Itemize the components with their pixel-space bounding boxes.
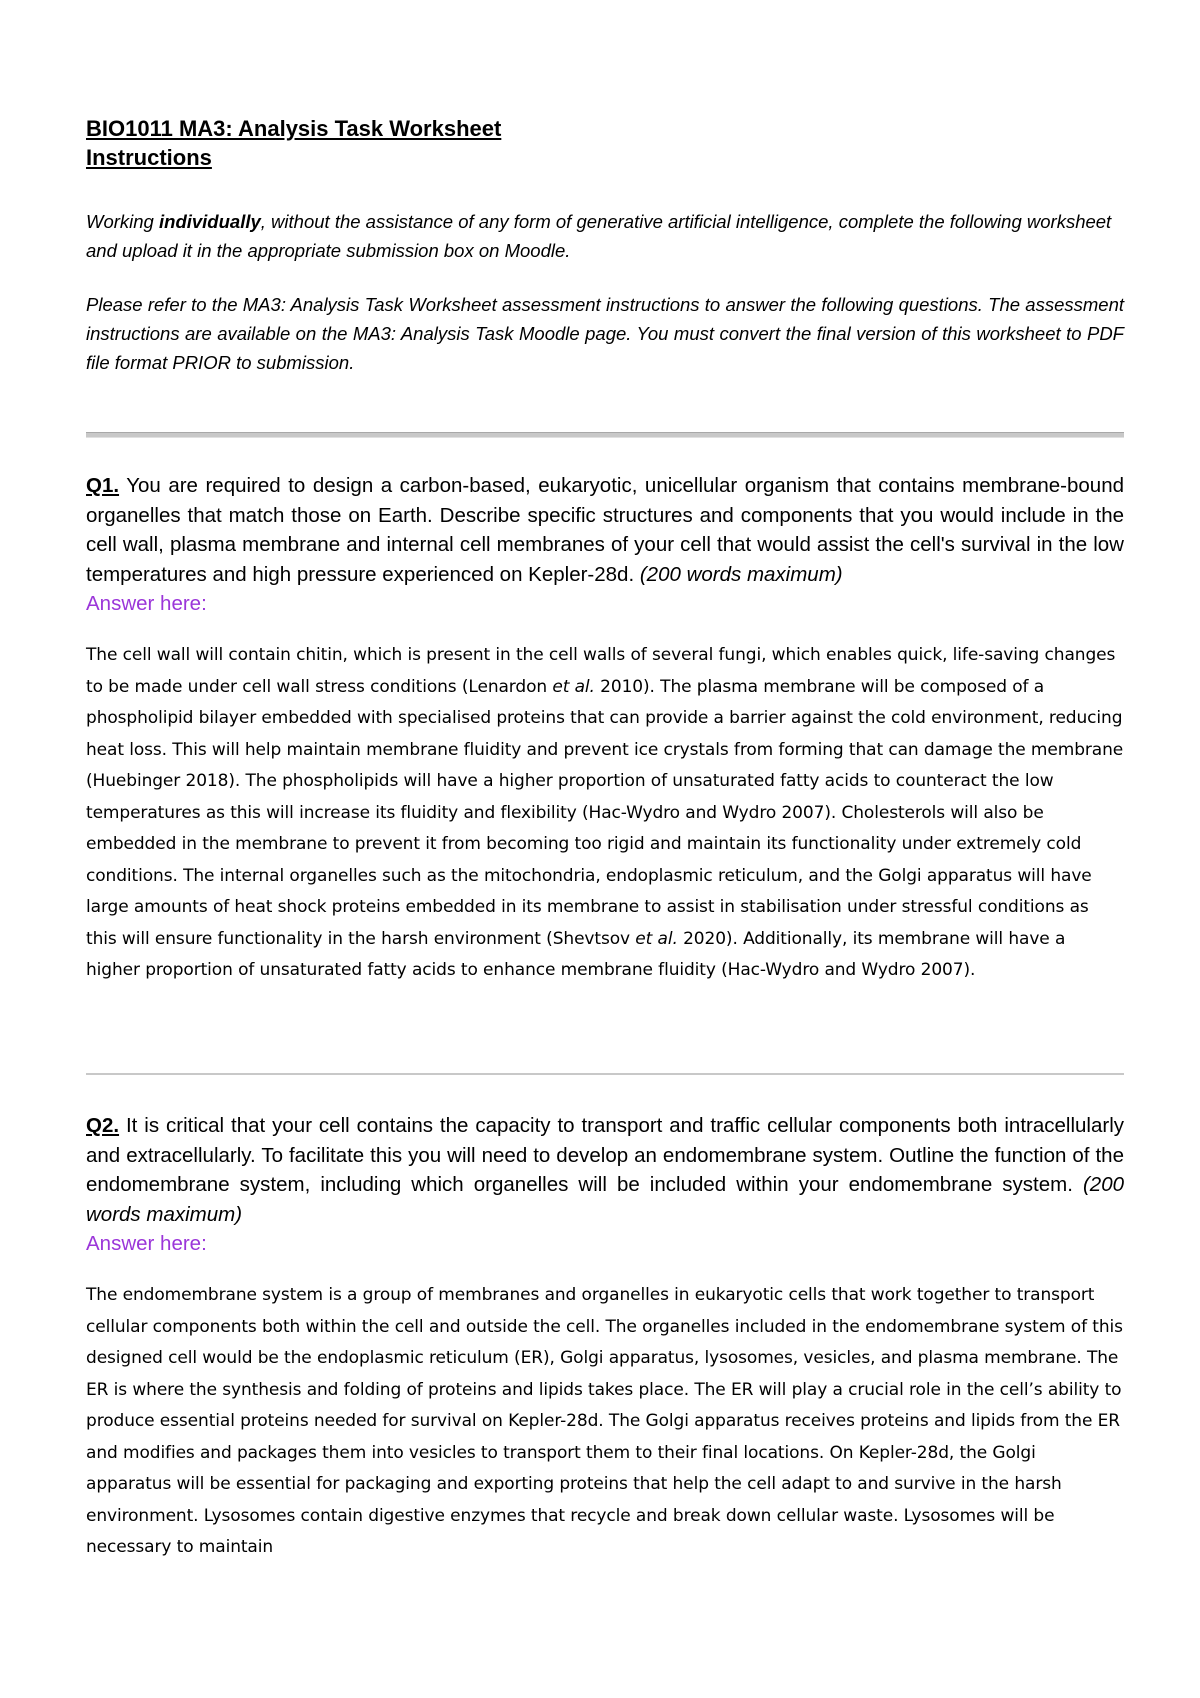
section-divider: [86, 432, 1124, 438]
question-1: [86, 471, 1124, 987]
answer-1-text: The cell wall will contain chitin, which is present in the cell walls of several fungi, which enables quick, life-saving changes to be made under cell wall stress conditions (Lenardon et al. 2010). The plasma membrane will be composed of a phospholipid bilayer embedded with specialised proteins that can provide a barrier against the cold environment, reducing heat loss. This will help maintain membrane fluidity and prevent ice crystals from forming that can damage the membrane (Huebinger 2018). The phospholipids will have a higher proportion of unsaturated fatty acids to counteract the low temperatures as this will increase its fluidity and flexibility (Hac-Wydro and Wydro 2007). Cholesterols will also be embedded in the membrane to prevent it from becoming too rigid and maintain its functionality under extremely cold conditions. The internal organelles such as the mitochondria, endoplasmic reticulum, and the Golgi apparatus will have large amounts of heat shock proteins embedded in its membrane to assist in stabilisation under stressful conditions as this will ensure functionality in the harsh environment (Shevtsov et al. 2020). Additionally, its membrane will have a higher proportion of unsaturated fatty acids to enhance membrane fluidity (Hac-Wydro and Wydro 2007).: [86, 645, 1124, 980]
section-divider: [86, 1073, 1124, 1075]
emphasis-individually: individually: [159, 211, 261, 232]
instructions-paragraph-2: Please refer to the MA3: Analysis Task Worksheet assessment instructions to answer the following questions. The assessment instructions are available on the MA3: Analysis Task Moodle page. You must convert the final version of this worksheet to PDF file format PRIOR to submission.: [86, 294, 1124, 373]
instructions-section: [86, 207, 1124, 377]
instructions-paragraph-1: Working individually, without the assistance of any form of generative artificial intelligence, complete the following worksheet and upload it in the appropriate submission box on Moodle.: [86, 211, 1112, 261]
question-2: [86, 1111, 1124, 1564]
answer-label: Answer here:: [86, 592, 207, 615]
word-limit: (200 words maximum): [639, 562, 843, 586]
question-1-label: Q1.: [86, 474, 120, 497]
header: [86, 114, 1124, 172]
word-limit: (200 words maximum): [86, 1173, 1124, 1226]
answer-label: Answer here:: [86, 1232, 207, 1255]
question-2-label: Q2.: [86, 1114, 120, 1137]
answer-2-text: The endomembrane system is a group of membranes and organelles in eukaryotic cells that work together to transport cellular components both within the cell and outside the cell. The organelles included in the endomembrane system of this designed cell would be the endoplasmic reticulum (ER), Golgi apparatus, lysosomes, vesicles, and plasma membrane. The ER is where the synthesis and folding of proteins and lipids takes place. The ER will play a crucial role in the cell’s ability to produce essential proteins needed for survival on Kepler-28d. The Golgi apparatus receives proteins and lipids from the ER and modifies and packages them into vesicles to transport them to their final locations. On Kepler-28d, the Golgi apparatus will be essential for packaging and exporting proteins that help the cell adapt to and survive in the harsh environment. Lysosomes contain digestive enzymes that recycle and break down cellular waste. Lysosomes will be necessary to maintain: [86, 1285, 1123, 1557]
question-1-prompt: Q1. You are required to design a carbon-based, eukaryotic, unicellular organism that contains membrane-bound organelles that match those on Earth. Describe specific structures and components that you would include in the cell wall, plasma membrane and internal cell membranes of your cell that would assist the cell's survival in the low temperatures and high pressure experienced on Kepler-28d. (200 words maximum): [86, 474, 1124, 586]
question-2-prompt: Q2. It is critical that your cell contains the capacity to transport and traffic cellular components both intracellularly and extracellularly. To facilitate this you will need to develop an endomembrane system. Outline the function of the endomembrane system, including which organelles will be included within your endomembrane system. (200 words maximum): [86, 1114, 1124, 1226]
document-title: BIO1011 MA3: Analysis Task Worksheet: [86, 116, 502, 141]
instructions-heading: Instructions: [86, 145, 212, 170]
